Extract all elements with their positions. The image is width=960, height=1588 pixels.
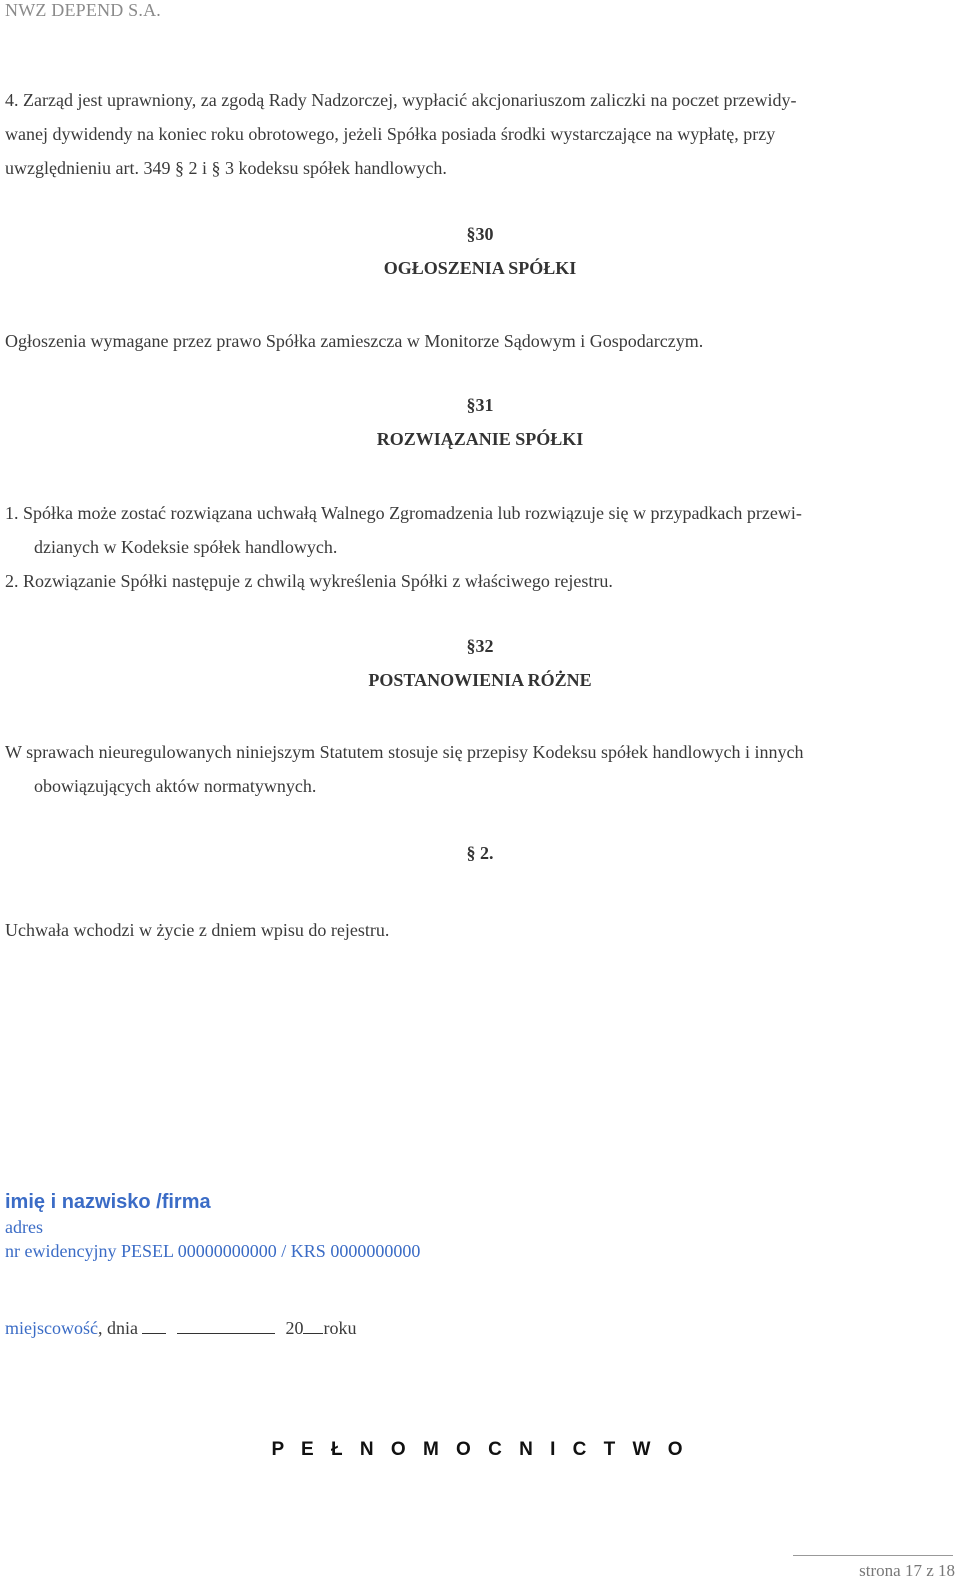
registry-field-label: nr ewidencyjny PESEL 00000000000 / KRS 0000000000: [5, 1241, 421, 1261]
section-31-body: [5, 496, 950, 598]
section-32-title: POSTANOWIENIA RÓŻNE: [368, 670, 592, 690]
year-prefix: 20: [285, 1318, 304, 1338]
list-item: 2. Rozwiązanie Spółki następuje z chwilą wykreślenia Spółki z właściwego rejestru.: [5, 571, 613, 591]
section-32-number: §32: [466, 636, 494, 656]
list-item-continuation: dzianych w Kodeksie spółek handlowych.: [34, 537, 338, 557]
year-suffix: roku: [323, 1318, 357, 1338]
day-blank: [142, 1315, 166, 1334]
address-field-label: adres: [5, 1217, 43, 1237]
section-2-text: Uchwała wchodzi w życie z dniem wpisu do rejestru.: [5, 920, 390, 940]
year-blank: [303, 1315, 323, 1334]
section-31-number: §31: [466, 395, 494, 415]
list-item: 1. Spółka może zostać rozwiązana uchwałą Walnego Zgromadzenia lub rozwiązuje się w przypadkach przewi-: [5, 503, 802, 523]
section-30-number: §30: [466, 224, 494, 244]
section-32-body: [5, 735, 950, 803]
section-31-title: ROZWIĄZANIE SPÓŁKI: [376, 429, 584, 449]
document-header: NWZ DEPEND S.A.: [5, 0, 161, 20]
paragraph-line: 4. Zarząd jest uprawniony, za zgodą Rady Nadzorczej, wypłacić akcjonariuszom zaliczki na poczet przewidy-: [5, 90, 797, 110]
power-of-attorney-title: P E Ł N O M O C N I C T W O: [271, 1439, 689, 1460]
name-field-label: imię i nazwisko /firma: [5, 1191, 211, 1213]
place-date-line: [5, 1315, 356, 1339]
paragraph-line: uwzględnieniu art. 349 § 2 i § 3 kodeksu spółek handlowych.: [5, 158, 447, 178]
page-number: strona 17 z 18: [859, 1561, 955, 1580]
paragraph-line: obowiązujących aktów normatywnych.: [34, 776, 317, 796]
place-field-label: miejscowość: [5, 1318, 98, 1338]
paragraph-4: [5, 83, 950, 185]
section-30-text: Ogłoszenia wymagane przez prawo Spółka zamieszcza w Monitorze Sądowym i Gospodarczym.: [5, 331, 704, 351]
section-2-number: § 2.: [466, 843, 494, 863]
date-prefix: , dnia: [97, 1318, 138, 1338]
paragraph-line: W sprawach nieuregulowanych niniejszym Statutem stosuje się przepisy Kodeksu spółek handlowych i innych: [5, 742, 804, 762]
paragraph-line: wanej dywidendy na koniec roku obrotowego, jeżeli Spółka posiada środki wystarczające na wypłatę, przy: [5, 124, 776, 144]
footer-divider: [793, 1555, 953, 1556]
section-30-title: OGŁOSZENIA SPÓŁKI: [383, 258, 577, 278]
month-blank: [177, 1315, 275, 1334]
